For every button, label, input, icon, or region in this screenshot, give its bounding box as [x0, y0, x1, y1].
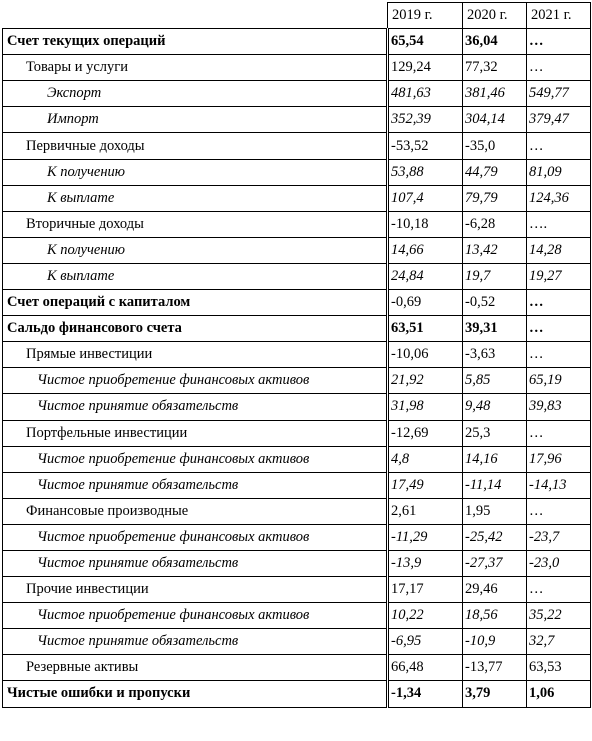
value-2020: 44,79	[463, 159, 527, 185]
value-2020: -10,9	[463, 629, 527, 655]
value-2019: -6,95	[388, 629, 463, 655]
value-2021: …	[527, 316, 591, 342]
table-row	[3, 185, 591, 211]
value-2021: …	[527, 133, 591, 159]
value-2019: 21,92	[388, 368, 463, 394]
row-label: Чистое приобретение финансовых активов	[3, 603, 388, 629]
value-2020: 5,85	[463, 368, 527, 394]
value-2019: -1,34	[388, 681, 463, 707]
value-2021: …	[527, 290, 591, 316]
value-2020: 381,46	[463, 81, 527, 107]
row-label: Экспорт	[3, 81, 388, 107]
row-label: Чистое приобретение финансовых активов	[3, 524, 388, 550]
value-2021: …	[527, 342, 591, 368]
year-header-2021: 2021 г.	[527, 3, 591, 29]
value-2019: 31,98	[388, 394, 463, 420]
header-row	[3, 3, 591, 29]
table-row	[3, 498, 591, 524]
table-row	[3, 420, 591, 446]
value-2021: ….	[527, 211, 591, 237]
row-label: Чистое принятие обязательств	[3, 472, 388, 498]
value-2020: 14,16	[463, 446, 527, 472]
value-2019: 63,51	[388, 316, 463, 342]
value-2019: 53,88	[388, 159, 463, 185]
value-2021: 1,06	[527, 681, 591, 707]
table-row	[3, 133, 591, 159]
table-row	[3, 550, 591, 576]
table-row	[3, 211, 591, 237]
table-row	[3, 681, 591, 707]
row-label: Чистое приобретение финансовых активов	[3, 368, 388, 394]
year-header-2019: 2019 г.	[388, 3, 463, 29]
value-2020: 36,04	[463, 29, 527, 55]
value-2020: -35,0	[463, 133, 527, 159]
table-row	[3, 368, 591, 394]
table-row	[3, 290, 591, 316]
value-2020: -0,52	[463, 290, 527, 316]
value-2019: 107,4	[388, 185, 463, 211]
value-2021: …	[527, 55, 591, 81]
value-2020: 13,42	[463, 237, 527, 263]
value-2021: 14,28	[527, 237, 591, 263]
value-2019: 66,48	[388, 655, 463, 681]
row-label: Чистое принятие обязательств	[3, 550, 388, 576]
value-2021: 39,83	[527, 394, 591, 420]
row-label: Прямые инвестиции	[3, 342, 388, 368]
row-label: Портфельные инвестиции	[3, 420, 388, 446]
value-2020: 39,31	[463, 316, 527, 342]
row-label: Первичные доходы	[3, 133, 388, 159]
table-row	[3, 629, 591, 655]
value-2020: 1,95	[463, 498, 527, 524]
row-label: Чистое принятие обязательств	[3, 394, 388, 420]
value-2021: 124,36	[527, 185, 591, 211]
row-label: К выплате	[3, 263, 388, 289]
value-2021: 65,19	[527, 368, 591, 394]
row-label: К получению	[3, 159, 388, 185]
year-header-2020: 2020 г.	[463, 3, 527, 29]
value-2020: 304,14	[463, 107, 527, 133]
table-row	[3, 524, 591, 550]
table-row	[3, 81, 591, 107]
value-2020: 9,48	[463, 394, 527, 420]
table-row	[3, 655, 591, 681]
row-label: Вторичные доходы	[3, 211, 388, 237]
table-row	[3, 107, 591, 133]
table-row	[3, 577, 591, 603]
row-label: Импорт	[3, 107, 388, 133]
value-2021: 379,47	[527, 107, 591, 133]
value-2021: -14,13	[527, 472, 591, 498]
header-blank-cell	[3, 3, 388, 29]
value-2020: -25,42	[463, 524, 527, 550]
value-2021: …	[527, 29, 591, 55]
row-label: Счет текущих операций	[3, 29, 388, 55]
row-label: Финансовые производные	[3, 498, 388, 524]
value-2019: -12,69	[388, 420, 463, 446]
value-2020: -13,77	[463, 655, 527, 681]
row-label: Счет операций с капиталом	[3, 290, 388, 316]
value-2019: -0,69	[388, 290, 463, 316]
value-2021: 17,96	[527, 446, 591, 472]
value-2020: 79,79	[463, 185, 527, 211]
value-2020: -27,37	[463, 550, 527, 576]
row-label: Сальдо финансового счета	[3, 316, 388, 342]
value-2019: 24,84	[388, 263, 463, 289]
value-2021: -23,0	[527, 550, 591, 576]
value-2021: -23,7	[527, 524, 591, 550]
value-2019: -10,18	[388, 211, 463, 237]
value-2020: 25,3	[463, 420, 527, 446]
value-2019: 14,66	[388, 237, 463, 263]
value-2019: 352,39	[388, 107, 463, 133]
row-label: Чистые ошибки и пропуски	[3, 681, 388, 707]
value-2019: -11,29	[388, 524, 463, 550]
value-2020: 29,46	[463, 577, 527, 603]
table-row	[3, 472, 591, 498]
value-2021: 19,27	[527, 263, 591, 289]
row-label: К получению	[3, 237, 388, 263]
table-row	[3, 55, 591, 81]
value-2021: …	[527, 420, 591, 446]
table-row	[3, 316, 591, 342]
value-2020: 3,79	[463, 681, 527, 707]
table-row	[3, 29, 591, 55]
value-2019: -53,52	[388, 133, 463, 159]
value-2020: -3,63	[463, 342, 527, 368]
value-2019: 2,61	[388, 498, 463, 524]
row-label: Чистое приобретение финансовых активов	[3, 446, 388, 472]
value-2021: 81,09	[527, 159, 591, 185]
row-label: Прочие инвестиции	[3, 577, 388, 603]
table-row	[3, 237, 591, 263]
value-2021: 549,77	[527, 81, 591, 107]
table-row	[3, 342, 591, 368]
table-row	[3, 446, 591, 472]
value-2020: -11,14	[463, 472, 527, 498]
value-2019: 4,8	[388, 446, 463, 472]
table-row	[3, 263, 591, 289]
value-2020: -6,28	[463, 211, 527, 237]
value-2021: 32,7	[527, 629, 591, 655]
row-label: Товары и услуги	[3, 55, 388, 81]
value-2019: -13,9	[388, 550, 463, 576]
row-label: Чистое принятие обязательств	[3, 629, 388, 655]
value-2019: 17,49	[388, 472, 463, 498]
value-2019: 10,22	[388, 603, 463, 629]
row-label: Резервные активы	[3, 655, 388, 681]
value-2021: 63,53	[527, 655, 591, 681]
value-2021: …	[527, 498, 591, 524]
table-row	[3, 394, 591, 420]
value-2020: 19,7	[463, 263, 527, 289]
value-2020: 18,56	[463, 603, 527, 629]
balance-table	[2, 2, 591, 708]
table-row	[3, 159, 591, 185]
value-2019: 65,54	[388, 29, 463, 55]
value-2021: …	[527, 577, 591, 603]
table-row	[3, 603, 591, 629]
value-2019: 129,24	[388, 55, 463, 81]
value-2021: 35,22	[527, 603, 591, 629]
value-2019: -10,06	[388, 342, 463, 368]
value-2019: 17,17	[388, 577, 463, 603]
value-2019: 481,63	[388, 81, 463, 107]
row-label: К выплате	[3, 185, 388, 211]
value-2020: 77,32	[463, 55, 527, 81]
